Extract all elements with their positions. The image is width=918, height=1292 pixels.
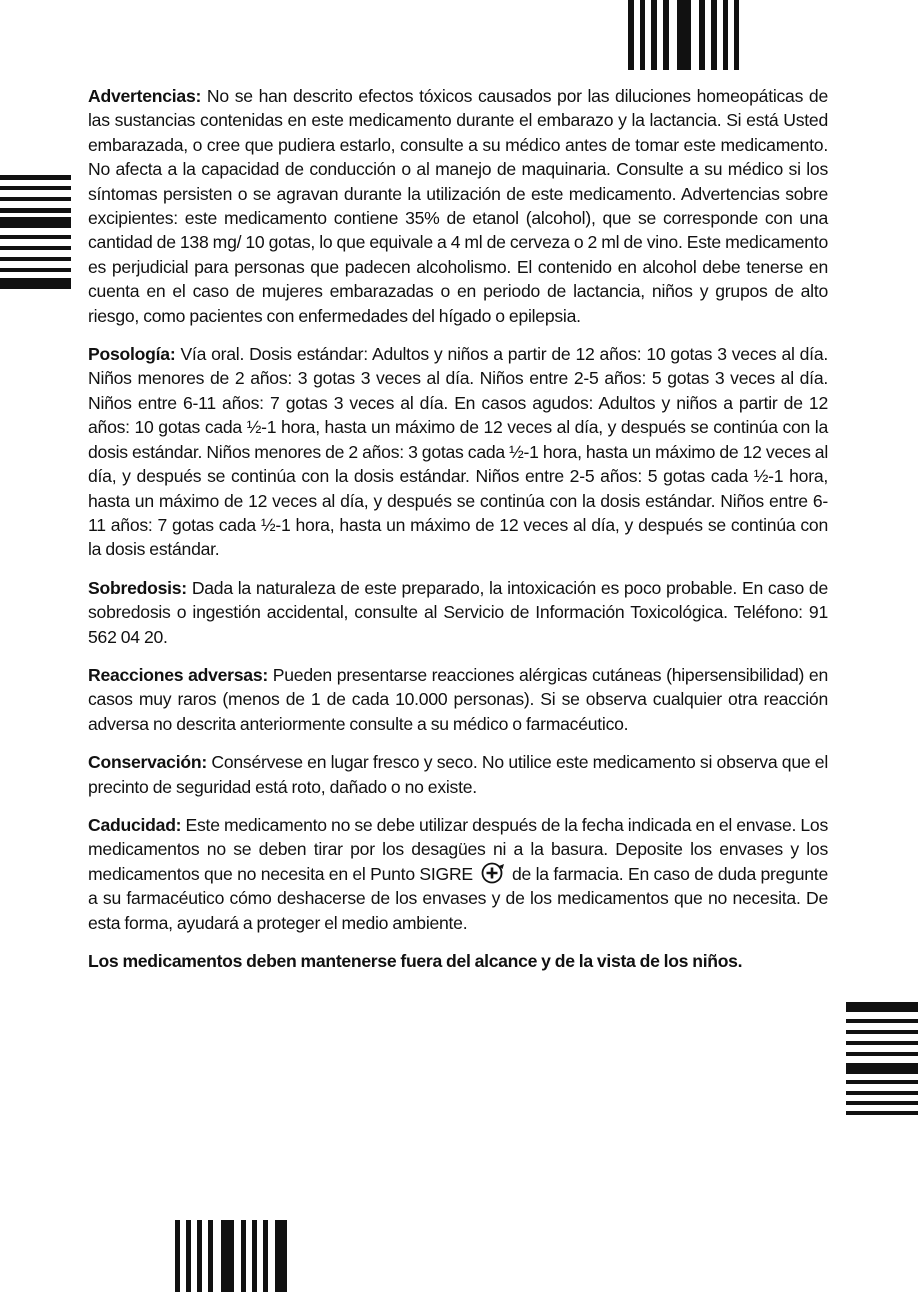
section-body: Dada la naturaleza de este preparado, la intoxicación es poco probable. En caso de sobredosis o ingestión accidental, consulte al Servicio de Información Toxicológica. Teléfono: 91 562 04 20. — [88, 577, 828, 647]
section-heading: Advertencias: — [88, 86, 202, 106]
section-heading: Sobredosis: — [88, 577, 187, 598]
final-notice: Los medicamentos deben mantenerse fuera del alcance y de la vista de los niños. — [88, 951, 743, 971]
sigre-recycle-icon — [478, 862, 506, 884]
section-body: No se han descrito efectos tóxicos causados por las diluciones homeopáticas de las sustancias contenidas en este medicamento durante el embarazo y la lactancia. Si está Usted embarazada, o cree que pudiera estarlo, consulte a su médico antes de tomar este medicamento. No afecta a la capacidad de conducción o al manejo de maquinaria. Consulte a su médico si los síntomas persisten o se agravan durante la utilización de este medicamento. Advertencias sobre excipientes: este medicamento contiene 35% de etanol (alcohol), que se corresponde con una cantidad de 138 mg/ 10 gotas, lo que equivale a 4 ml de cerveza o 2 ml de vino. Este medicamento es perjudicial para personas que padecen alcoholismo. El contenido en alcohol debe tenerse en cuenta en el caso de mujeres embarazadas o en periodo de lactancia, niños y grupos de alto riesgo, como pacientes con enfermedades del hígado o epilepsia. — [88, 86, 828, 326]
section-body-continued: de la farmacia. En caso de duda pregunte a su farmacéutico cómo deshacerse de los envases y de los medicamentos que no necesita. De esta forma, ayudará a proteger el medio ambiente. — [88, 863, 828, 933]
barcode-top-icon — [628, 0, 739, 70]
barcode-bottom-icon — [175, 1220, 287, 1292]
section-body: Este medicamento no se debe utilizar después de la fecha indicada en el envase. Los medicamentos no se deben tirar por los desagües ni a la basura. Deposite los envases y los medicamentos que no necesita en el Punto SIGRE — [88, 814, 828, 884]
section-heading: Caducidad: — [88, 814, 182, 835]
section-caducidad — [88, 813, 828, 935]
section-body: Vía oral. Dosis estándar: Adultos y niños a partir de 12 años: 10 gotas 3 veces al día. Niños menores de 2 años: 3 gotas 3 veces al día. Niños entre 2-5 años: 5 gotas 3 veces al día. Niños entre 6-11 años: 7 gotas 3 veces al día. En casos agudos: Adultos y niños a partir de 12 años: 10 gotas cada ½-1 hora, hasta un máximo de 12 veces al día, y después se continúa con la dosis estándar. Niños menores de 2 años: 3 gotas cada ½-1 hora, hasta un máximo de 12 veces al día, y después se continúa con la dosis estándar. Niños entre 2-5 años: 5 gotas cada ½-1 hora, hasta un máximo de 12 veces al día, y después se continúa con la dosis estándar. Niños entre 6-11 años: 7 gotas cada ½-1 hora, hasta un máximo de 12 veces al día, y después se continúa con la dosis estándar. — [88, 344, 828, 560]
section-heading: Posología: — [88, 344, 176, 365]
section-heading: Conservación: — [88, 752, 207, 773]
barcode-left-icon — [0, 175, 71, 290]
section-conservacion — [88, 750, 828, 799]
barcode-right-icon — [846, 1002, 918, 1116]
section-heading: Reacciones adversas: — [88, 664, 268, 685]
section-sobredosis — [88, 576, 828, 649]
section-body: Consérvese en lugar fresco y seco. No utilice este medicamento si observa que el precinto de seguridad está roto, dañado o no existe. — [88, 752, 828, 797]
leaflet-text — [88, 84, 828, 987]
section-body: Pueden presentarse reacciones alérgicas cutáneas (hipersensibilidad) en casos muy raros (menos de 1 de cada 10.000 personas). Si se observa cualquier otra reacción adversa no descrita anteriormente consulte a su médico o farmacéutico. — [88, 664, 828, 734]
section-reacciones-adversas — [88, 663, 828, 736]
section-posologia — [88, 342, 828, 562]
section-advertencias — [88, 84, 828, 328]
